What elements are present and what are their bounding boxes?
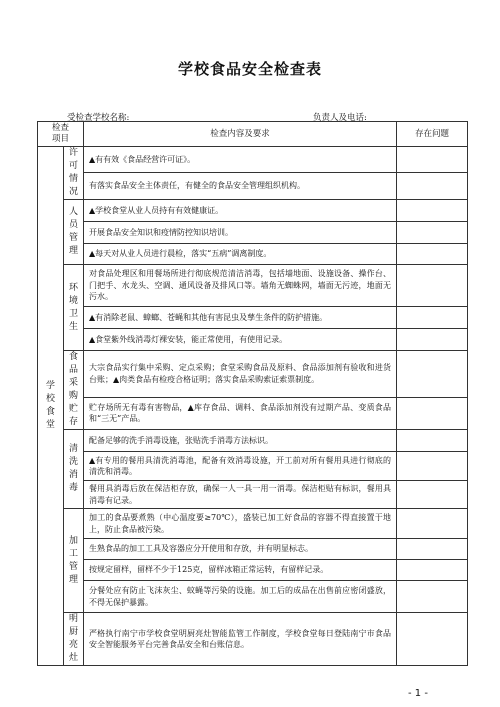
table-row — [38, 329, 468, 351]
issue-cell[interactable] — [397, 581, 468, 613]
row-content: 生熟食品的加工工具及容器应分开使用和存放，并有明显标志。 — [84, 539, 397, 560]
row-content: 贮存场所无有毒有害物品，▲库存食品、调料、食品添加剂没有过期产品、变质食品和“三无”产品。 — [84, 397, 397, 429]
header-category: 检查 项目 — [38, 122, 84, 147]
school-name-label: 受检查学校名称: — [67, 113, 130, 123]
row-content: ▲食堂紫外线消毒灯裸安装，能正常使用，有使用记录。 — [84, 329, 397, 351]
issue-cell[interactable] — [397, 244, 468, 265]
row-content: 分餐处应有防止飞沫灰尘、蚊蝇等污染的设施。加工后的成品在出售前应密闭盛放，不得无保护暴露。 — [84, 581, 397, 613]
issue-cell[interactable] — [397, 397, 468, 429]
school-canteen-group: 学 校 食 堂 — [38, 147, 64, 666]
table-row — [38, 244, 468, 265]
row-content: 按规定留样，留样不少于125克，留样冰箱正常运转，有留样记录。 — [84, 560, 397, 581]
row-content: 配备足够的洗手消毒设施，张贴洗手消毒方法标识。 — [84, 430, 397, 452]
page-number: - 1 - — [408, 688, 428, 699]
table-row — [38, 222, 468, 244]
page-title: 学校食品安全检查表 — [177, 60, 322, 78]
inspection-table — [37, 121, 468, 666]
table-row — [38, 307, 468, 329]
row-content: ▲每天对从业人员进行晨检，落实“五病”调离制度。 — [84, 244, 397, 265]
table-row — [38, 351, 468, 398]
table-row — [38, 200, 468, 222]
table-row — [38, 560, 468, 581]
category-cleaning: 清 洗 消 毒 — [64, 430, 84, 509]
table-row — [38, 539, 468, 560]
row-content: 大宗食品实行集中采购、定点采购；食堂采购食品及原料、食品添加剂有验收和进货台账；▲肉类食品有检疫合格证明；落实食品采购索证索票制度。 — [84, 351, 397, 398]
table-row — [38, 509, 468, 539]
table-row — [38, 172, 468, 199]
issue-cell[interactable] — [397, 539, 468, 560]
category-staff: 人 员 管 理 — [64, 200, 84, 265]
row-content: 开展食品安全知识和疫情防控知识培训。 — [84, 222, 397, 244]
table-row — [38, 147, 468, 173]
row-content: ▲有有效《食品经营许可证》。 — [84, 147, 397, 173]
table-header-row — [38, 122, 468, 147]
issue-cell[interactable] — [397, 560, 468, 581]
issue-cell[interactable] — [397, 307, 468, 329]
contact-label: 负责人及电话: — [313, 113, 367, 123]
table-row — [38, 613, 468, 666]
row-content: 餐用具消毒后放在保洁柜存放，确保一人一具一用一消毒。保洁柜贴有标识，餐用具消毒有记录。 — [84, 481, 397, 509]
table-row — [38, 581, 468, 613]
row-content: 有落实食品安全主体责任，有健全的食品安全管理组织机构。 — [84, 172, 397, 199]
category-environment: 环 境 卫 生 — [64, 265, 84, 351]
table-row — [38, 397, 468, 429]
table-row — [38, 430, 468, 452]
row-content: 加工的食品要煮熟（中心温度要≥70℃），盛装已加工好食品的容器不得直接置于地上，防止食品被污染。 — [84, 509, 397, 539]
issue-cell[interactable] — [397, 452, 468, 481]
category-kitchen: 明 厨 亮 灶 — [64, 613, 84, 666]
row-content: ▲学校食堂从业人员持有有效健康证。 — [84, 200, 397, 222]
issue-cell[interactable] — [397, 200, 468, 222]
category-license: 许 可 情 况 — [64, 147, 84, 200]
issue-cell[interactable] — [397, 329, 468, 351]
issue-cell[interactable] — [397, 509, 468, 539]
row-content: ▲有消除老鼠、蟑螂、苍蝇和其他有害昆虫及孳生条件的防护措施。 — [84, 307, 397, 329]
table-row — [38, 481, 468, 509]
header-issues: 存在问题 — [397, 122, 468, 147]
issue-cell[interactable] — [397, 351, 468, 398]
table-row — [38, 265, 468, 307]
row-content: ▲有专用的餐用具清洗消毒池，配备有效消毒设施，开工前对所有餐用具进行彻底的清洗和消毒。 — [84, 452, 397, 481]
table-row — [38, 452, 468, 481]
issue-cell[interactable] — [397, 265, 468, 307]
row-content: 严格执行南宁市学校食堂明厨亮灶智能监管工作制度，学校食堂每日登陆南宁市食品安全智能服务平台完善食品安全和台账信息。 — [84, 613, 397, 666]
issue-cell[interactable] — [397, 222, 468, 244]
issue-cell[interactable] — [397, 430, 468, 452]
category-procurement: 食品 采购 贮存 — [64, 351, 84, 430]
row-content: 对食品处理区和用餐场所进行彻底规范清洁消毒，包括墙地面、设施设备、操作台、门把手、水龙头、空调、通风设备及排风口等。墙角无蜘蛛网，墙面无污迹，地面无污水。 — [84, 265, 397, 307]
category-processing: 加 工 管 理 — [64, 509, 84, 613]
header-content: 检查内容及要求 — [84, 122, 397, 147]
issue-cell[interactable] — [397, 613, 468, 666]
issue-cell[interactable] — [397, 147, 468, 173]
issue-cell[interactable] — [397, 172, 468, 199]
issue-cell[interactable] — [397, 481, 468, 509]
